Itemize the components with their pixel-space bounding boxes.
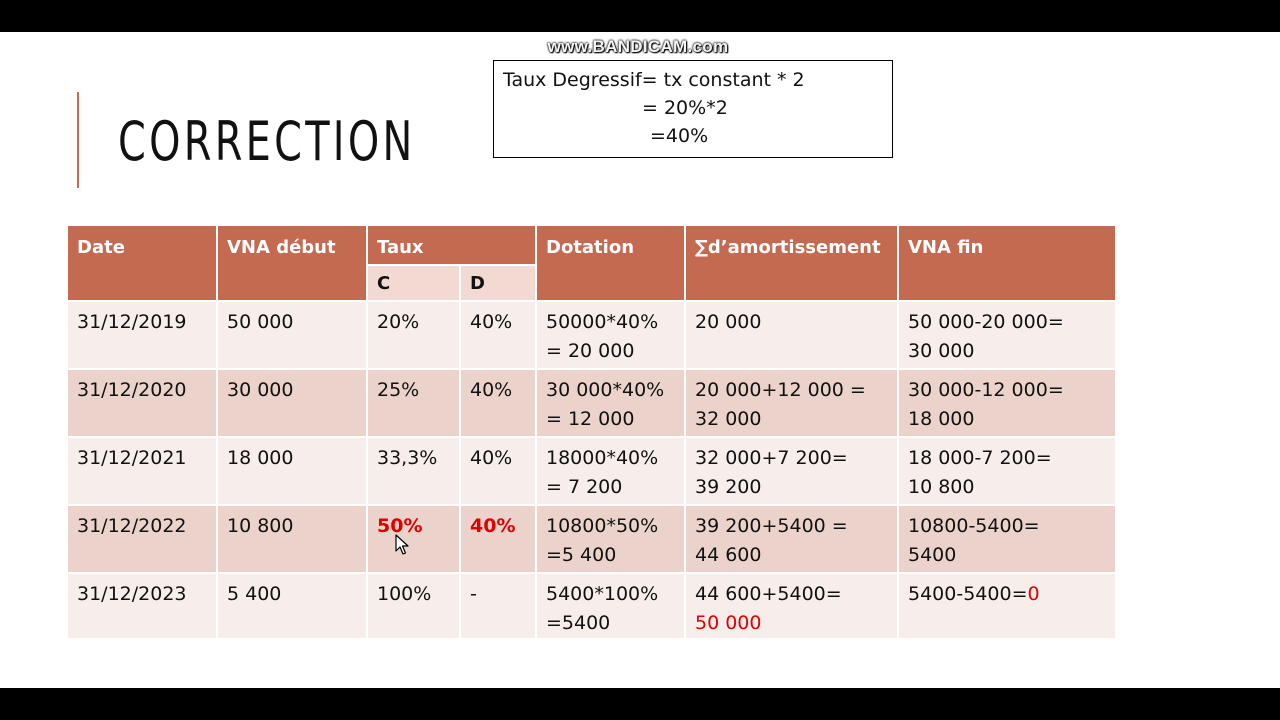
cell-date: 31/12/2021 [67,437,217,505]
cell-vna-fin [898,437,1116,505]
cumul-line-2: 32 000 [695,408,762,430]
formula-line-2: = 20%*2 [642,97,728,119]
cell-cumul [685,573,898,639]
title-accent-bar [77,92,79,188]
mouse-cursor-icon [395,534,409,556]
dotation-line-2: =5400 [546,612,611,634]
cell-taux-d: 40% [460,437,536,505]
header-dotation: Dotation [536,225,685,301]
formula-line-1: Taux Degressif= tx constant * 2 [503,69,805,91]
vna-fin-zero-highlight: 0 [1027,583,1040,605]
vna-fin-line-1: 10800-5400= [908,515,1040,537]
cell-taux-d: 40% [460,369,536,437]
cell-vna-fin [898,505,1116,573]
cell-cumul [685,301,898,369]
cell-vna-fin [898,573,1116,639]
header-vna-fin: VNA fin [898,225,1116,301]
cell-taux-c-highlight: 50% [367,505,460,573]
vna-fin-line-2: 10 800 [908,476,975,498]
cumul-line-1: 20 000+12 000 = [695,379,866,401]
vna-fin-line-1: 5400-5400= [908,583,1028,605]
vna-fin-line-1: 50 000-20 000= [908,311,1064,333]
dotation-line-1: 30 000*40% [546,379,665,401]
vna-fin-line-2: 18 000 [908,408,975,430]
cell-taux-c: 33,3% [367,437,460,505]
header-taux-d: D [460,265,536,301]
dotation-line-1: 18000*40% [546,447,659,469]
dotation-line-1: 50000*40% [546,311,659,333]
watermark: www.BANDICAM.com [547,37,729,56]
cell-taux-c: 20% [367,301,460,369]
table-row [67,505,1116,573]
formula-line-3: =40% [650,125,709,147]
cell-taux-d: - [460,573,536,639]
vna-fin-line-2: 5400 [908,544,957,566]
cumul-line-2: 44 600 [695,544,762,566]
amortization-table [66,224,1117,640]
dotation-line-2: =5 400 [546,544,617,566]
cell-cumul [685,437,898,505]
cell-vna-debut: 18 000 [217,437,367,505]
slide [0,32,1280,688]
cell-dotation [536,369,685,437]
cell-date: 31/12/2022 [67,505,217,573]
cell-vna-debut: 5 400 [217,573,367,639]
cell-date: 31/12/2023 [67,573,217,639]
cell-cumul [685,369,898,437]
header-cumul-amortissement: ∑d’amortissement [685,225,898,301]
cumul-line-2: 39 200 [695,476,762,498]
table-row [67,437,1116,505]
cell-taux-c: 100% [367,573,460,639]
dotation-line-2: = 20 000 [546,340,635,362]
cell-dotation [536,505,685,573]
cell-dotation [536,437,685,505]
cell-taux-d-highlight: 40% [460,505,536,573]
cell-date: 31/12/2020 [67,369,217,437]
cell-vna-debut: 30 000 [217,369,367,437]
header-date: Date [67,225,217,301]
table-row [67,573,1116,639]
header-taux-c: C [367,265,460,301]
table-row [67,301,1116,369]
cell-vna-fin [898,369,1116,437]
formula-box [493,60,893,158]
cumul-line-2-highlight: 50 000 [695,612,762,634]
slide-title: CORRECTION [118,110,416,173]
table-row [67,369,1116,437]
cell-taux-c: 25% [367,369,460,437]
cell-vna-fin [898,301,1116,369]
cell-cumul [685,505,898,573]
dotation-line-2: = 7 200 [546,476,623,498]
header-taux: Taux [367,225,536,265]
cell-vna-debut: 10 800 [217,505,367,573]
cell-dotation [536,301,685,369]
cumul-line-1: 39 200+5400 = [695,515,848,537]
cell-date: 31/12/2019 [67,301,217,369]
vna-fin-line-1: 18 000-7 200= [908,447,1052,469]
cumul-line-1: 44 600+5400= [695,583,842,605]
dotation-line-1: 5400*100% [546,583,659,605]
header-vna-debut: VNA début [217,225,367,301]
dotation-line-1: 10800*50% [546,515,659,537]
vna-fin-line-1: 30 000-12 000= [908,379,1064,401]
cumul-line-1: 20 000 [695,311,762,333]
dotation-line-2: = 12 000 [546,408,635,430]
vna-fin-line-2: 30 000 [908,340,975,362]
cell-vna-debut: 50 000 [217,301,367,369]
cell-taux-d: 40% [460,301,536,369]
cumul-line-1: 32 000+7 200= [695,447,848,469]
cell-dotation [536,573,685,639]
